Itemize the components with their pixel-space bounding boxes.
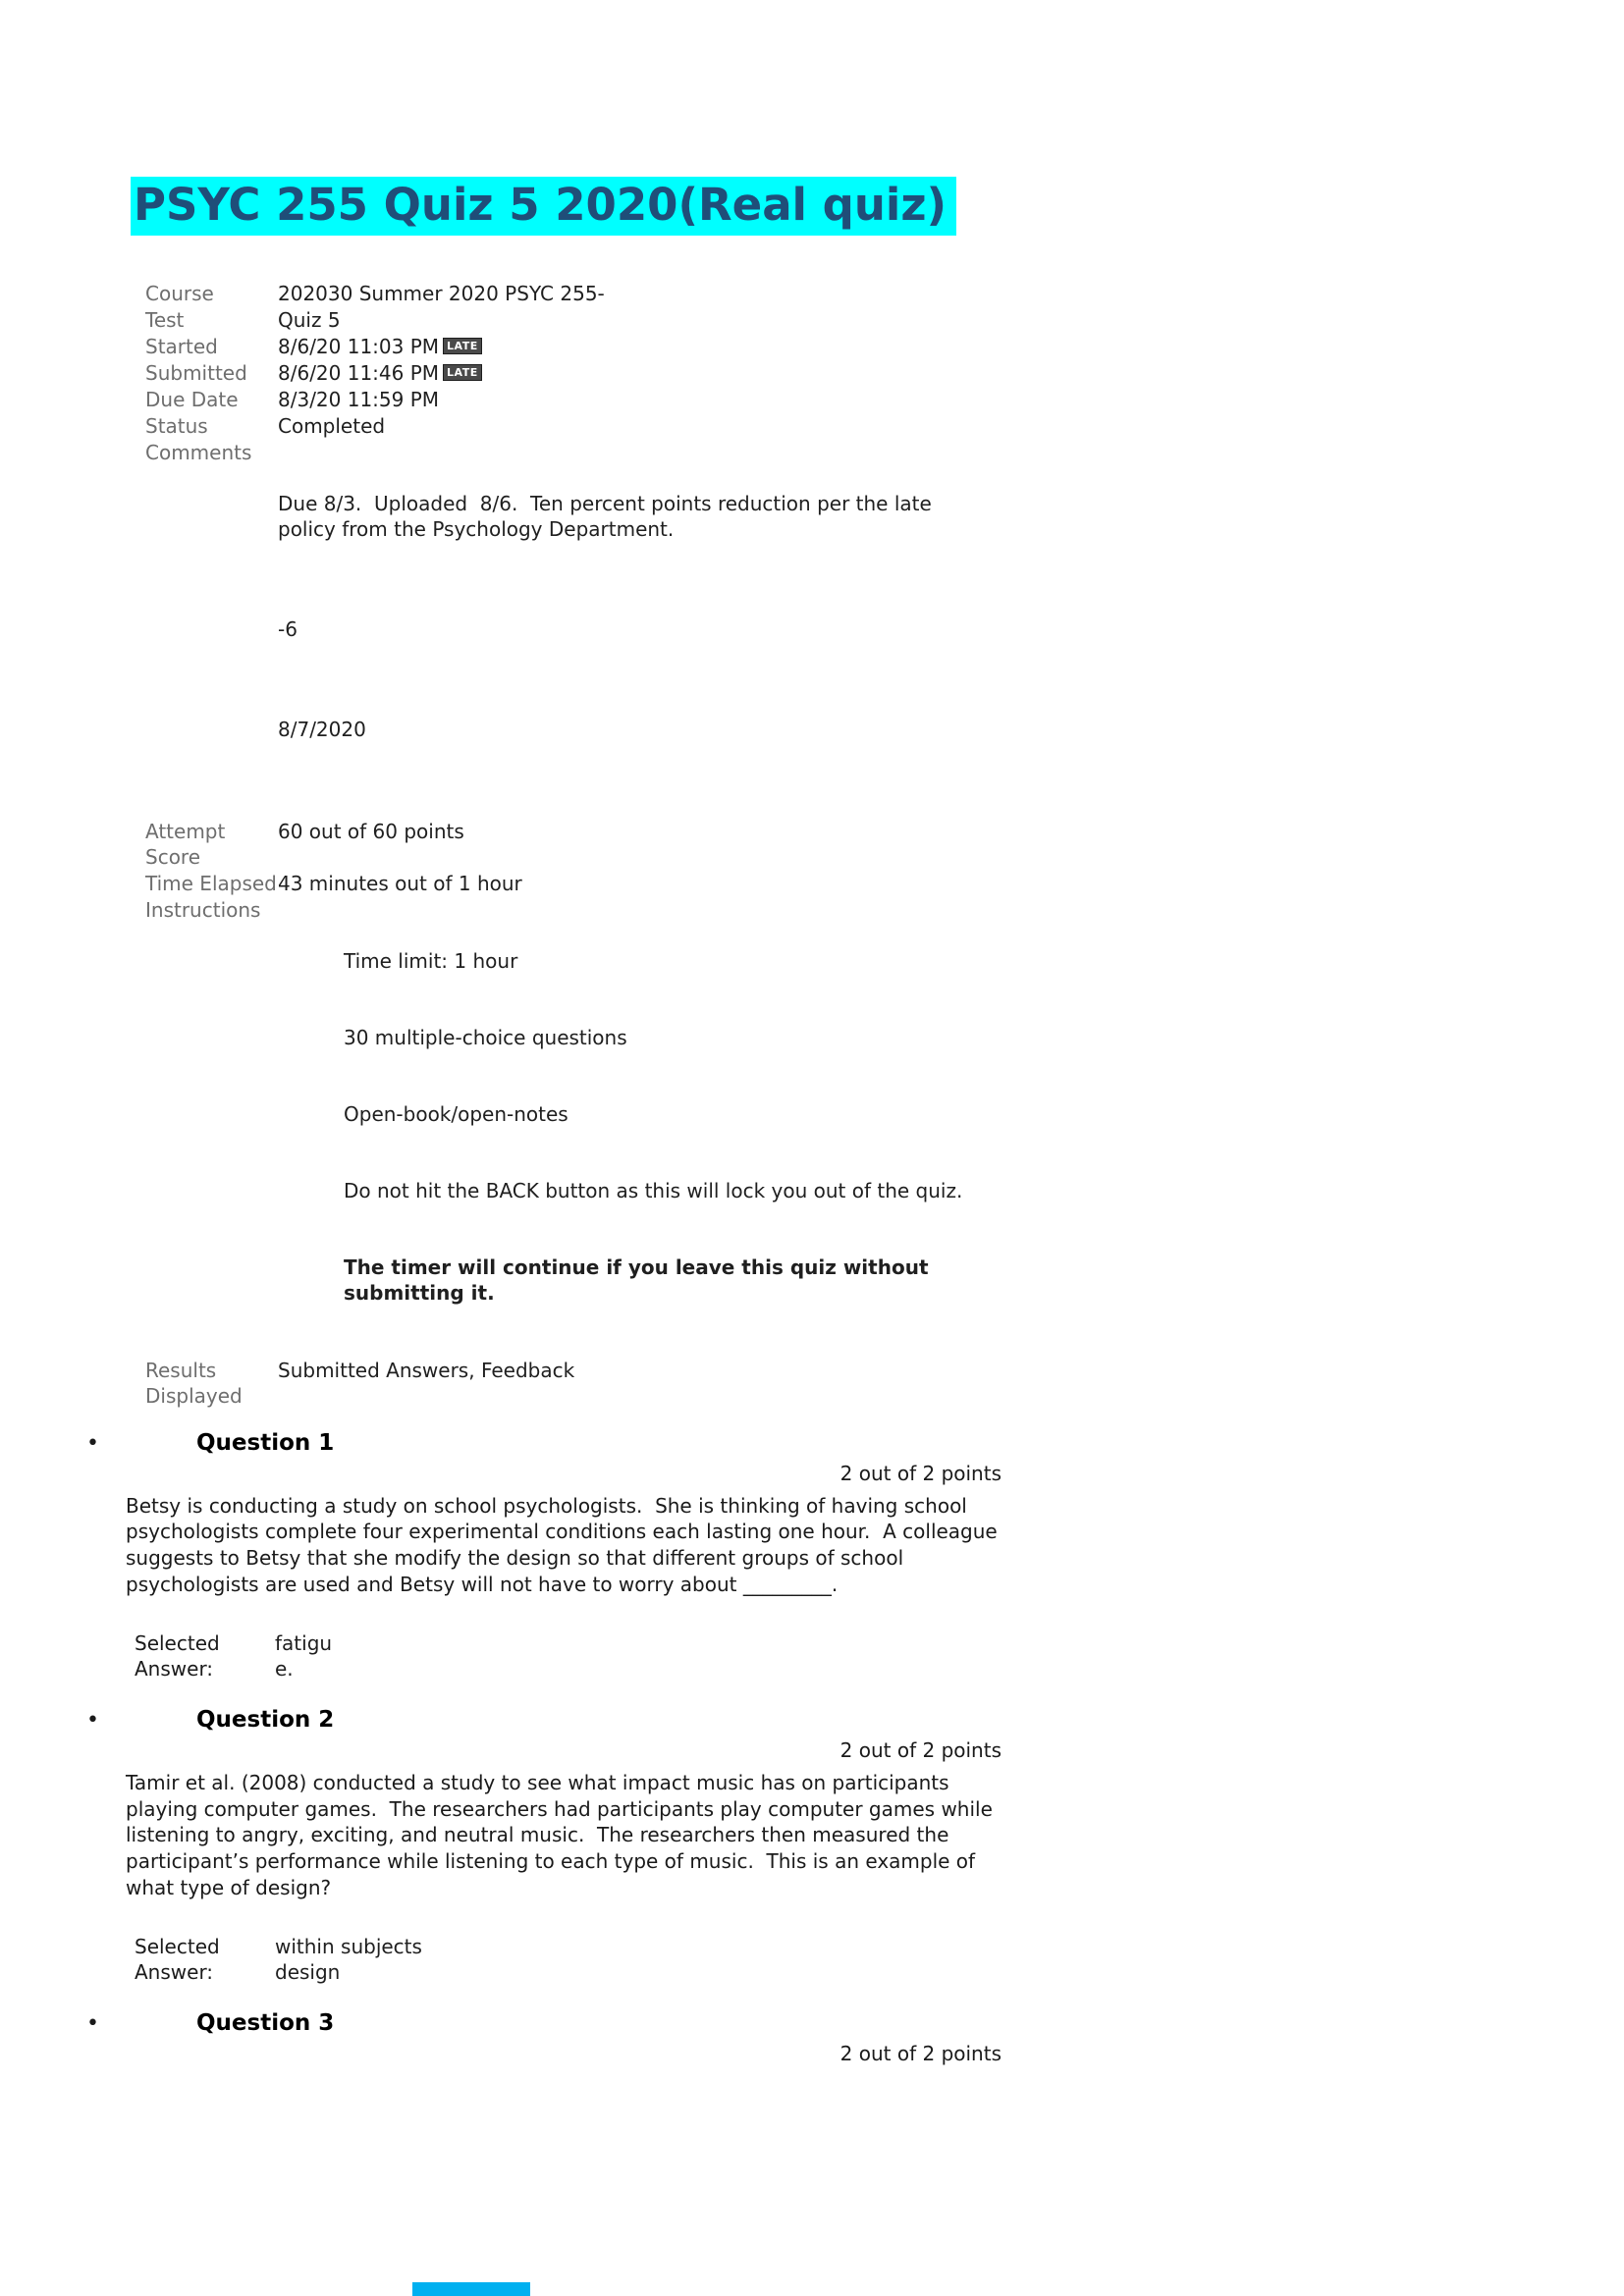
instructions-value	[278, 897, 965, 1357]
comments-paragraph: -6	[278, 616, 298, 641]
meta-value: Submitted Answers, Feedback	[278, 1358, 575, 1382]
meta-value	[278, 334, 482, 359]
instruction-line-bold: The timer will continue if you leave this quiz without submitting it.	[344, 1255, 936, 1305]
title-row	[131, 177, 1624, 236]
quiz-meta-table	[145, 281, 1624, 1409]
meta-label: Started	[145, 334, 218, 358]
started-time: 8/6/20 11:03 PM	[278, 334, 440, 358]
bullet-icon: •	[86, 2011, 99, 2037]
partial-highlight-bar	[412, 2282, 530, 2296]
answer-line: within subjects	[275, 1935, 422, 1959]
selected-answer-value	[275, 1630, 332, 1682]
meta-label: Attempt Score	[145, 819, 226, 869]
meta-value: 43 minutes out of 1 hour	[278, 871, 522, 895]
meta-row-test	[145, 307, 1624, 333]
meta-label: Course	[145, 281, 214, 305]
meta-label: Status	[145, 413, 208, 438]
submitted-time: 8/6/20 11:46 PM	[278, 360, 440, 385]
instruction-line: Open-book/open-notes	[344, 1101, 568, 1126]
question-heading-row	[86, 1707, 1001, 1733]
question-heading: Question 2	[196, 1707, 335, 1734]
question-body: Betsy is conducting a study on school psychologists. She is thinking of having school psychologists complete four experimental conditions each lasting one hour. A colleague suggests to Betsy that she modify the design so that different groups of school psychologists are used and Betsy will not have to worry about _________.	[126, 1493, 1004, 1596]
answer-line: design	[275, 1960, 341, 1985]
page-title: PSYC 255 Quiz 5 2020(Real quiz)	[131, 177, 956, 236]
question-points: 2 out of 2 points	[839, 1461, 1001, 1485]
question-heading-row	[86, 1430, 1001, 1456]
meta-value: 202030 Summer 2020 PSYC 255-	[278, 281, 605, 305]
question-heading: Question 1	[196, 1429, 335, 1456]
bullet-icon: •	[86, 1430, 99, 1456]
meta-label: Due Date	[145, 387, 239, 411]
meta-label: Instructions	[145, 897, 261, 922]
comments-paragraph: Due 8/3. Uploaded 8/6. Ten percent points reduction per the late policy from the Psychology Department.	[278, 491, 939, 541]
meta-value: 8/3/20 11:59 PM	[278, 387, 440, 411]
meta-row-started	[145, 334, 1624, 359]
meta-label: Comments	[145, 440, 252, 464]
question-points: 2 out of 2 points	[839, 1738, 1001, 1763]
comments-value	[278, 440, 965, 793]
meta-value	[278, 360, 482, 386]
meta-value: Completed	[278, 413, 386, 438]
meta-row-results-displayed	[145, 1358, 1624, 1409]
late-badge-icon: LATE	[443, 364, 482, 381]
meta-row-course	[145, 281, 1624, 306]
bullet-icon: •	[86, 1708, 99, 1734]
meta-label: Test	[145, 307, 185, 332]
comments-paragraph: 8/7/2020	[278, 717, 366, 741]
question-points: 2 out of 2 points	[839, 2042, 1001, 2066]
meta-label: Submitted	[145, 360, 247, 385]
selected-answer-label: Selected Answer:	[135, 1631, 220, 1682]
selected-answer-label: Selected Answer:	[135, 1935, 220, 1985]
question-heading-row	[86, 2010, 1001, 2036]
meta-row-status	[145, 413, 1624, 439]
selected-answer-row	[135, 1934, 1001, 1985]
selected-answer-row	[135, 1630, 1001, 1682]
question-3	[86, 2010, 1001, 2065]
question-2	[86, 1707, 1001, 1985]
instruction-line: Do not hit the BACK button as this will lock you out of the quiz.	[344, 1178, 963, 1202]
meta-row-time-elapsed	[145, 871, 1624, 896]
meta-row-comments	[145, 440, 1624, 793]
meta-row-submitted	[145, 360, 1624, 386]
instruction-line: Time limit: 1 hour	[344, 948, 518, 973]
question-1	[86, 1429, 1004, 1682]
answer-line: e.	[275, 1657, 294, 1682]
question-heading: Question 3	[196, 2010, 335, 2037]
meta-label: Time Elapsed	[145, 871, 277, 895]
answer-line: fatigu	[275, 1631, 333, 1656]
meta-value: Quiz 5	[278, 307, 341, 332]
instruction-line: 30 multiple-choice questions	[344, 1025, 627, 1049]
meta-value: 60 out of 60 points	[278, 819, 464, 843]
meta-row-attempt-score	[145, 819, 1624, 870]
selected-answer-value	[275, 1934, 422, 1985]
question-body: Tamir et al. (2008) conducted a study to see what impact music has on participants playing computer games. The researchers had participants play computer games while listening to angry, exciting, and neutral music. The researchers then measured the participant’s performance while listening to each type of music. This is an example of what type of design?	[126, 1771, 1000, 1899]
meta-label: Results Displayed	[145, 1358, 243, 1408]
late-badge-icon: LATE	[443, 338, 482, 354]
meta-row-due-date	[145, 387, 1624, 412]
meta-row-instructions	[145, 897, 1624, 1357]
